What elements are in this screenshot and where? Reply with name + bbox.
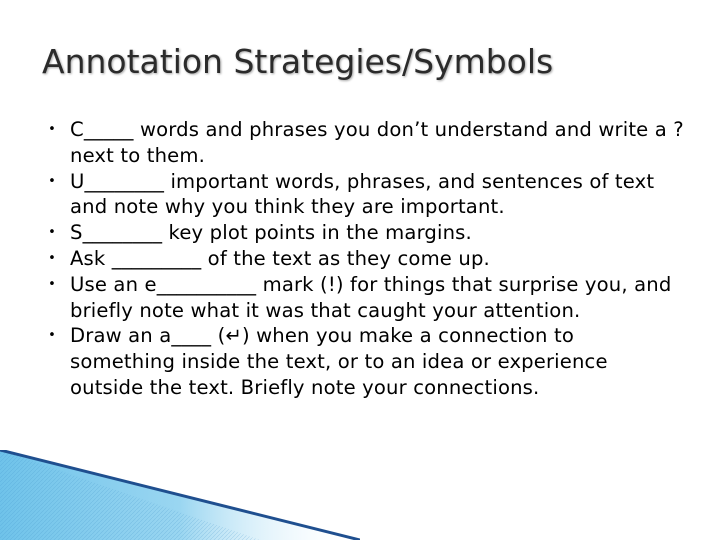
bullet-text: Use an e__________ mark (!) for things that surprise you, and briefly note what it was that caught your attention.	[70, 272, 672, 322]
bullet-icon: •	[48, 225, 56, 241]
bullet-icon: •	[48, 173, 56, 189]
bullet-text: Draw an a____ (↵) when you make a connection to something inside the text, or to an idea or experience outside the text. Briefly note your connections.	[70, 324, 608, 399]
bullet-item	[44, 323, 684, 400]
bullet-text: Ask _________ of the text as they come up.	[70, 246, 490, 270]
bullet-icon: •	[48, 250, 56, 266]
bullet-item	[44, 169, 684, 221]
bullet-item	[44, 246, 684, 272]
corner-wedge-texture	[0, 450, 260, 540]
decorative-corner-wedge	[0, 450, 360, 540]
bullet-text: S________ key plot points in the margins.	[70, 221, 472, 245]
bullet-icon: •	[48, 122, 56, 137]
bullet-list	[44, 117, 684, 401]
bullet-icon: •	[48, 328, 56, 344]
slide-title: Annotation Strategies/Symbols	[42, 42, 554, 81]
bullet-text: C_____ words and phrases you don’t understand and write a ? next to them.	[70, 118, 684, 167]
bullet-item	[44, 220, 684, 246]
bullet-item	[44, 117, 684, 169]
bullet-text: U________ important words, phrases, and sentences of text and note why you think they are important.	[70, 169, 655, 219]
bullet-icon: •	[48, 276, 56, 292]
bullet-item	[44, 272, 684, 324]
